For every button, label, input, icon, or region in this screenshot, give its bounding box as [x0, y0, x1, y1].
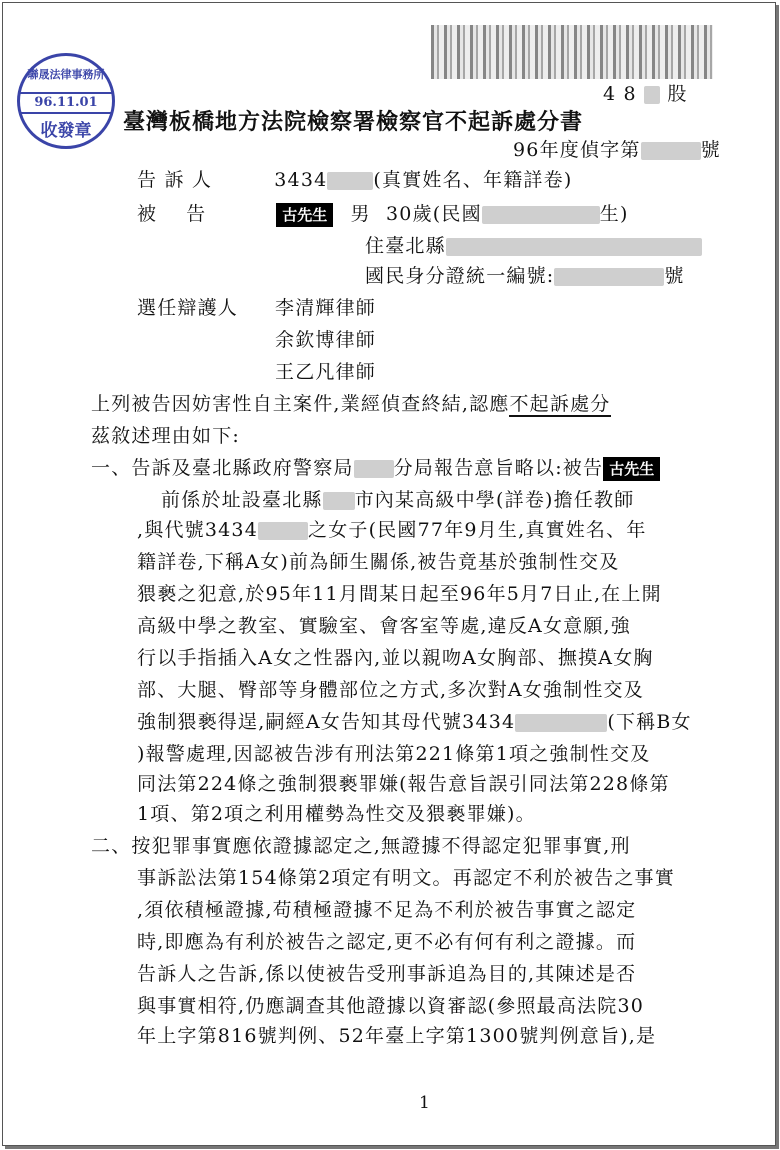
redacted-barcode	[431, 25, 713, 79]
sec1-line-2: 前係於址設臺北縣 市內某高級中學(詳卷)擔任教師	[161, 489, 635, 511]
stamp-label: 收發章	[40, 121, 92, 141]
sec1-line-3: ,與代號3434 之女子(民國77年9月生,真實姓名、年	[137, 519, 647, 541]
sec1-line-9: 強制猥褻得逞,嗣經A女告知其母代號3434 (下稱B女	[137, 711, 692, 733]
defendant-row: 被 告 古先生 男 30歲(民國 生)	[137, 203, 629, 225]
defendant-name-tag: 古先生	[276, 203, 333, 227]
defendant-name-tag-2: 古先生	[603, 457, 660, 481]
counsel-1: 李清輝律師	[275, 297, 377, 319]
sec2-line-7: 年上字第816號判例、52年臺上字第1300號判例意旨),是	[137, 1025, 657, 1047]
complainant-row: 告 訴 人 3434 (真實姓名、年籍詳卷)	[137, 169, 573, 191]
non-prosecution-phrase: 不起訴處分	[509, 393, 611, 415]
counsel-2: 余欽博律師	[275, 329, 377, 351]
sec1-line-5: 猥褻之犯意,於95年11月間某日起至96年5月7日止,在上開	[137, 583, 662, 605]
document-title: 臺灣板橋地方法院檢察署檢察官不起訴處分書	[123, 109, 584, 135]
sec1-line-6: 高級中學之教室、實驗室、會客室等處,違反A女意願,強	[137, 615, 632, 637]
sec2-line-4: 時,即應為有利於被告之認定,更不必有何有利之證據。而	[137, 931, 637, 953]
case-number: 96年度偵字第 號	[513, 139, 721, 161]
sec1-line-7: 行以手指插入A女之性器內,並以親吻A女胸部、撫摸A女胸	[137, 647, 654, 669]
intro-line-2: 茲敘述理由如下:	[91, 425, 241, 447]
sec1-line-11: 同法第224條之強制猥褻罪嫌(報告意旨誤引同法第228條第	[137, 773, 670, 795]
sec1-line-12: 1項、第2項之利用權勢為性交及猥褻罪嫌)。	[137, 803, 536, 825]
document-page	[2, 2, 776, 1146]
address-row: 住臺北縣	[365, 231, 702, 261]
stamp-office: 聯晟法律事務所	[27, 68, 105, 81]
sec2-line-6: 與事實相符,仍應調查其他證據以資審認(參照最高法院30	[137, 995, 645, 1017]
division-code: 4 8 股	[603, 83, 688, 105]
sec1-line-4: 籍詳卷,下稱A女)前為師生關係,被告竟基於強制性交及	[137, 551, 620, 573]
sec1-line-1: 一、告訴及臺北縣政府警察局 分局報告意旨略以:被告 古先生	[91, 453, 660, 483]
sec1-line-8: 部、大腿、臀部等身體部位之方式,多次對A女強制性交及	[137, 679, 644, 701]
page-number: 1	[419, 1093, 430, 1113]
sec2-line-2: 事訴訟法第154條第2項定有明文。再認定不利於被告之事實	[137, 867, 675, 889]
sec2-line-5: 告訴人之告訴,係以使被告受刑事訴追為目的,其陳述是否	[137, 963, 637, 985]
sec1-line-10: )報警處理,因認被告涉有刑法第221條第1項之強制性交及	[137, 743, 651, 765]
id-row: 國民身分證統一編號: 號	[365, 265, 685, 287]
sec2-line-1: 二、按犯罪事實應依證據認定之,無證據不得認定犯罪事實,刑	[91, 835, 631, 857]
received-stamp	[17, 53, 115, 149]
intro-line-1: 上列被告因妨害性自主案件,業經偵查終結,認應不起訴處分	[91, 393, 611, 415]
counsel-3: 王乙凡律師	[275, 361, 377, 383]
stamp-date: 96.11.01	[20, 92, 112, 114]
counsel-label: 選任辯護人	[137, 297, 239, 319]
sec2-line-3: ,須依積極證據,苟積極證據不足為不利於被告事實之認定	[137, 899, 637, 921]
